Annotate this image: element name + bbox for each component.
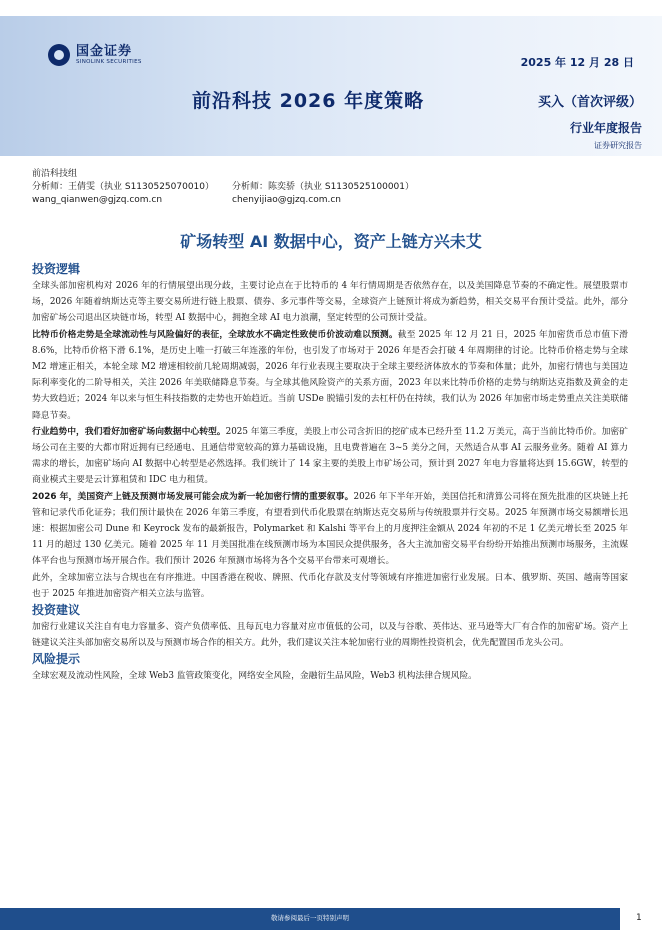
section-title-advice: 投资建议 (32, 603, 81, 618)
report-date: 2025 年 12 月 28 日 (520, 56, 634, 69)
paragraph-3 (32, 424, 628, 489)
report-header (0, 16, 662, 156)
paragraph-6: 加密行业建议关注自有电力容量多、资产负债率低、且每瓦电力容量对应市值低的公司，以及与谷歌、英伟达、亚马逊等大厂有合作的加密矿场。资产上链建议关注头部加密交易所以及与预测市场合作的相关方。此外，我们建议关注本轮加密行业的周期性投资机会，优先配置国币龙头公司。 (32, 622, 628, 649)
paragraph-4 (32, 489, 628, 570)
analyst-1-email[interactable]: wang_qianwen@gjzq.com.cn (32, 195, 163, 205)
report-type: 行业年度报告 (569, 121, 642, 135)
logo-mark-icon (48, 44, 70, 66)
paragraph-1: 全球头部加密机构对 2026 年的行情展望出现分歧，主要讨论点在于比特币的 4 年行情周期是否依然存在，以及美国降息节奏的不确定性。展望股票市场，2026 年随着纳斯达克等主要交易所进行链上股票、债券、多元事件等交易，全球资产上链预计将成为新趋势，相关交易平台预计受益。此外，部分加密矿场公司退出区块链市场，转型 AI 数据中心，拥抱全球 AI 电力浪潮，坚定转型的公司预计受益。 (32, 281, 628, 324)
headline: 矿场转型 AI 数据中心，资产上链方兴未艾 (180, 232, 482, 251)
paragraph-2-text: 截至 2025 年 12 月 21 日，2025 年加密货币总市值下滑 8.6%，比特币价格下滑 6.1%，是历史上唯一打破三年连涨的年份，也引发了市场对于 2026 年是否会打破 4 年周期律的讨论。比特币价格走势与全球 M2 增速正相关，本轮全球 M2 增速相较前几轮周期减弱，2026 年行业表现主要取决于全球主要经济体放水的节奏和体量；此外，加密行情也与美国边际利率变化的二阶导相关，关注 2026 年美联储降息节奏。与全球其他风险资产的关系方面，2023 年以来比特币价格的走势与纳斯达克指数及黄金的走势大致趋近；2024 年以来与恒生科技指数的走势也开始趋近。当前 USDe 脱锚引发的去杠杆仍在持续，我们认为 2026 年加密市场走势重点关注美联储降息节奏。 (32, 329, 628, 421)
company-logo (48, 44, 142, 66)
authors-block (32, 168, 414, 207)
paragraph-2 (32, 327, 628, 424)
department-label: 证券研究报告 (594, 141, 642, 150)
paragraph-3-text: 2025 年第三季度，美股上市公司含折旧的挖矿成本已经升至 11.2 万美元，高于当前比特币价。加密矿场公司在主要的大都市附近拥有已经通电、且通信带宽较高的算力基础设施，且电费普遍在 3~5 美分之间，天然适合从事 AI 云服务业务。随着 AI 算力需求的增长，加密矿场向 AI 数据中心转型是必然选择。我们统计了 14 家主要的美股上市矿场公司，预计到 2027 年电力容量将达到 15.6GW，转型的商业模式主要是云计算租赁和 IDC 电力租赁。 (32, 426, 628, 486)
paragraph-4-text: 2026 年下半年开始，美国信托和清算公司将在预先批准的区块链上托管和记录代币化证券；我们预计最快在 2026 年第三季度，有望看到代币化股票在纳斯达克交易所与传统股票并行交易。2025 年预测市场交易额增长迅速：根据加密公司 Dune 和 Keyrock 发布的最新报告，Polymarket 和 Kalshi 等平台上的月度押注金额从 2024 年初的不足 1 亿美元增长至 2025 年 11 月的超过 130 亿美元。随着 2025 年 11 月美国批准在线预测市场为本国民众提供服务，各大主流加密交易平台纷纷开始推出预测市场服务，主流媒体平台也与预测市场开展合作。我们预计 2026 年预测市场将为各个交易平台带来可观增长。 (32, 491, 628, 567)
research-group: 前沿科技组 (32, 169, 78, 179)
analyst-1: 分析师：王倩雯（执业 S1130525070010） (32, 182, 215, 192)
paragraph-4-lead: 2026 年，美国资产上链及预测市场发展可能会成为新一轮加密行情的重要叙事。 (32, 491, 354, 502)
analyst-2: 分析师：陈奕骄（执业 S1130525100001） (232, 182, 415, 192)
logo-name-en: SINOLINK SECURITIES (76, 58, 142, 65)
footer-disclaimer[interactable]: 敬请参阅最后一页特别声明 (271, 914, 349, 922)
page-number: 1 (636, 913, 642, 923)
logo-name-cn: 国金证券 (76, 43, 133, 59)
analyst-2-email[interactable]: chenyijiao@gjzq.com.cn (232, 195, 341, 205)
section-title-logic: 投资逻辑 (32, 262, 81, 276)
rating: 买入（首次评级） (537, 95, 642, 110)
report-title: 前沿科技 2026 年度策略 (192, 90, 425, 112)
paragraph-3-lead: 行业趋势中，我们看好加密矿场向数据中心转型。 (32, 426, 226, 437)
paragraph-2-lead: 比特币价格走势是全球流动性与风险偏好的表征，全球放水不确定性致使币价波动难以预测。 (32, 329, 398, 340)
paragraph-7: 全球宏观及流动性风险，全球 Web3 监管政策变化，网络安全风险，金融衍生品风险，Web3 机构法律合规风险。 (32, 671, 477, 682)
paragraph-5: 此外，全球加密立法与合规也在有序推进。中国香港在税收、牌照、代币化存款及支付等领域有序推进加密行业发展。日本、俄罗斯、英国、越南等国家也于 2025 年推进加密资产相关立法与监管。 (32, 572, 628, 599)
report-body (32, 261, 628, 685)
section-title-risk: 风险提示 (32, 652, 81, 667)
